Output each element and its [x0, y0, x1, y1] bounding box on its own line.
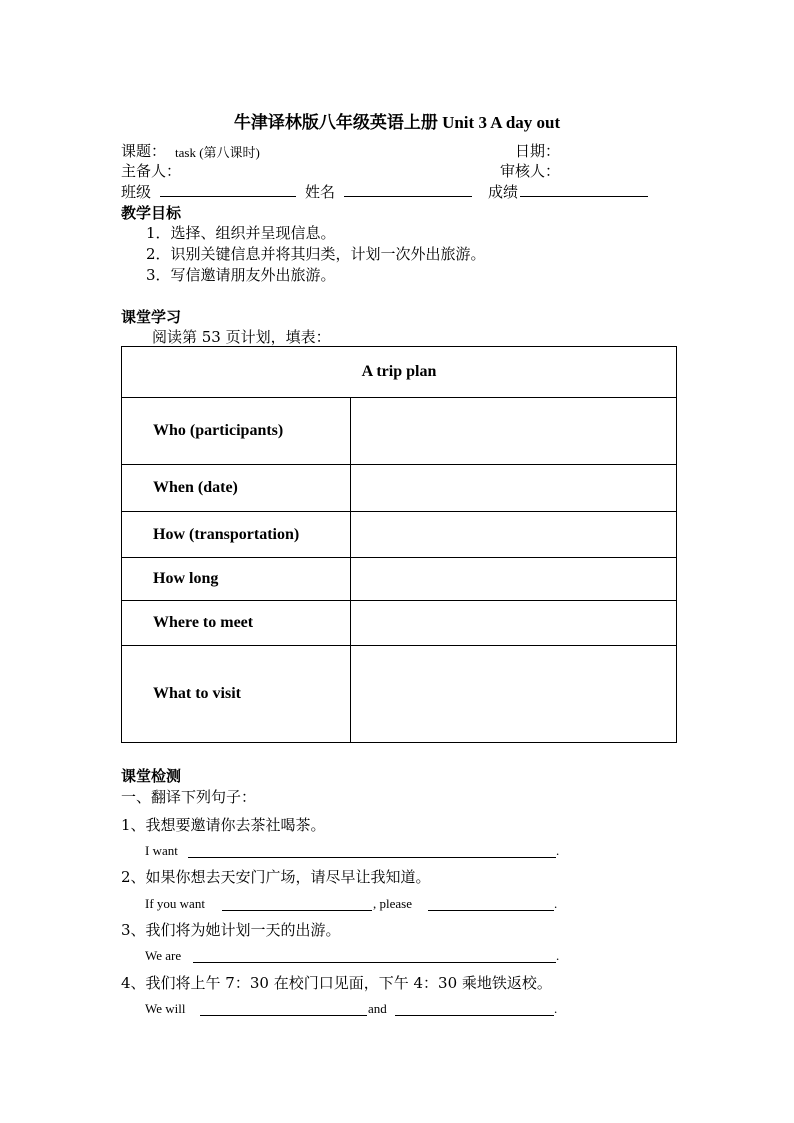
- question-3: 3、我们将为她计划一天的出游。: [121, 921, 341, 939]
- topic-label: 课题：: [121, 142, 167, 160]
- score-label: 成绩: [488, 183, 519, 201]
- period-mark: .: [556, 948, 560, 963]
- test-heading: 课堂检测: [121, 767, 182, 785]
- class-blank[interactable]: [160, 182, 296, 197]
- answer-cell-how-long[interactable]: [351, 558, 677, 601]
- answer-3-blank[interactable]: [193, 948, 556, 963]
- score-blank[interactable]: [520, 182, 648, 197]
- answer-2-blank-2[interactable]: [428, 896, 554, 911]
- answer-cell-what[interactable]: [351, 646, 677, 743]
- answer-1-blank[interactable]: [188, 843, 556, 858]
- answer-cell-who[interactable]: [351, 398, 677, 465]
- objective-item: 3．写信邀请朋友外出旅游。: [146, 266, 336, 284]
- topic-value: task (第八课时): [175, 145, 260, 160]
- class-label: 班级: [121, 183, 152, 201]
- preparer-label: 主备人：: [121, 162, 182, 180]
- answer-2-prefix: If you want: [145, 896, 205, 911]
- period-mark: .: [556, 843, 560, 858]
- row-label-where: Where to meet: [122, 601, 351, 646]
- answer-cell-where[interactable]: [351, 601, 677, 646]
- row-label-how-long: How long: [122, 558, 351, 601]
- answer-4-middle: and: [368, 1001, 387, 1016]
- test-section: 一、翻译下列句子：: [121, 788, 257, 806]
- period-mark: .: [554, 1001, 558, 1016]
- row-label-when: When (date): [122, 465, 351, 512]
- row-label-how: How (transportation): [122, 512, 351, 558]
- answer-cell-how[interactable]: [351, 512, 677, 558]
- page-title: 牛津译林版八年级英语上册 Unit 3 A day out: [233, 113, 561, 132]
- classroom-heading: 课堂学习: [121, 308, 182, 326]
- table-caption: A trip plan: [122, 347, 677, 398]
- answer-2-middle: , please: [373, 896, 412, 911]
- classroom-instruction: 阅读第 53 页计划，填表：: [152, 328, 331, 346]
- name-blank[interactable]: [344, 182, 472, 197]
- answer-4-blank-2[interactable]: [395, 1001, 554, 1016]
- row-label-what: What to visit: [122, 646, 351, 743]
- reviewer-label: 审核人：: [500, 162, 561, 180]
- objective-item: 2．识别关键信息并将其归类，计划一次外出旅游。: [146, 245, 486, 263]
- period-mark: .: [554, 896, 558, 911]
- trip-plan-table: [121, 346, 677, 743]
- answer-1-prefix: I want: [145, 843, 178, 858]
- date-label: 日期：: [515, 142, 561, 160]
- answer-cell-when[interactable]: [351, 465, 677, 512]
- name-label: 姓名: [305, 183, 336, 201]
- question-1: 1、我想要邀请你去茶社喝茶。: [121, 816, 326, 834]
- question-4: 4、我们将上午 7：30 在校门口见面，下午 4：30 乘地铁返校。: [121, 974, 552, 992]
- objective-item: 1．选择、组织并呈现信息。: [146, 224, 336, 242]
- answer-3-prefix: We are: [145, 948, 182, 963]
- answer-4-blank-1[interactable]: [200, 1001, 367, 1016]
- answer-4-prefix: We will: [145, 1001, 186, 1016]
- answer-2-blank-1[interactable]: [222, 896, 372, 911]
- row-label-who: Who (participants): [122, 398, 351, 465]
- question-2: 2、如果你想去天安门广场，请尽早让我知道。: [121, 868, 431, 886]
- objectives-heading: 教学目标: [121, 204, 182, 222]
